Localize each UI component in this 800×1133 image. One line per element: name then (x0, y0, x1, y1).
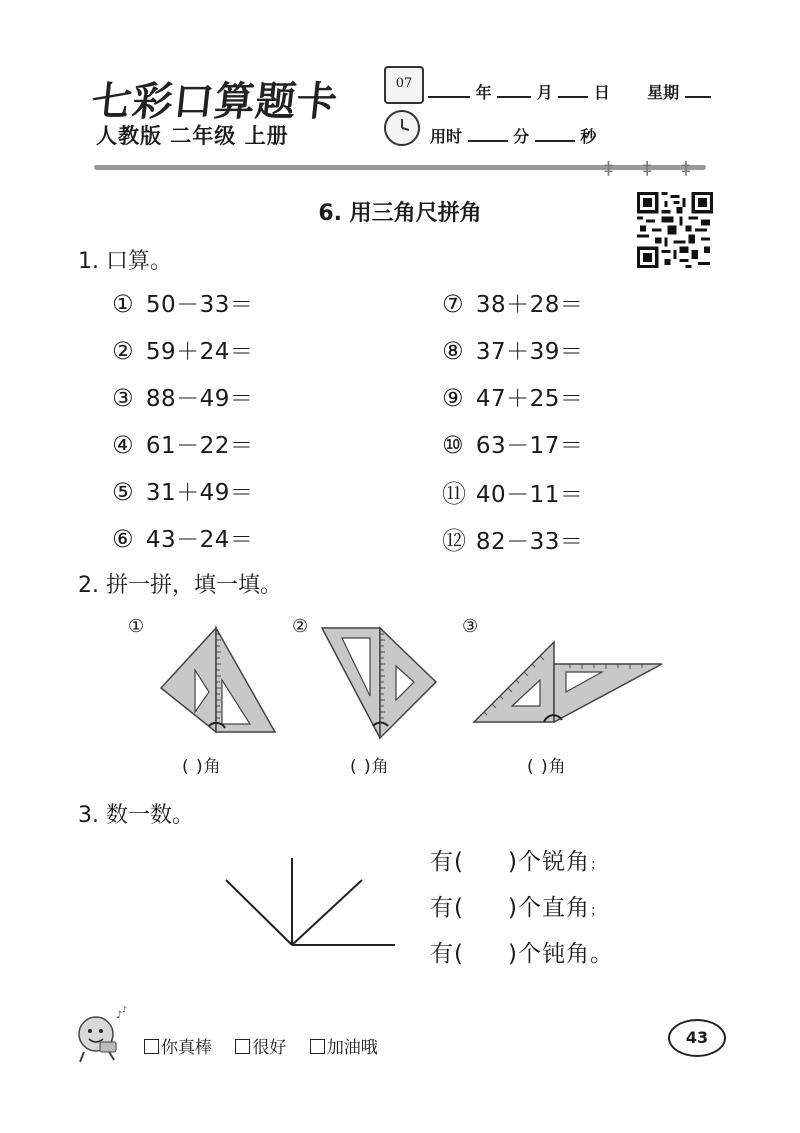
time-fill-line (430, 124, 596, 147)
minute-label: 分 (513, 127, 530, 146)
mascot-icon (70, 1004, 130, 1066)
praise-option-1[interactable]: 你真棒 (144, 1038, 212, 1058)
obtuse-angle-line: 有( )个钝角。 (430, 941, 614, 967)
triangle-figure-2 (318, 620, 448, 740)
lesson-title: 6. 用三角尺拼角 (318, 201, 482, 226)
praise-option-3[interactable]: 加油哦 (310, 1038, 378, 1058)
day-blank[interactable] (558, 82, 588, 98)
day-label: 日 (593, 83, 610, 102)
second-label: 秒 (580, 127, 597, 146)
month-label: 月 (536, 83, 553, 102)
time-used-label: 用时 (430, 127, 463, 146)
svg-text:♪: ♪ (116, 1010, 123, 1021)
problem-10: ⑩ 63－17＝ (442, 431, 584, 459)
edition-subtitle: 人教版 二年级 上册 (96, 124, 289, 148)
weekday-blank[interactable] (685, 82, 711, 98)
clock-icon (384, 110, 420, 146)
problem-7: ⑦ 38＋28＝ (442, 290, 584, 318)
figure1-answer[interactable]: ( )角 (182, 757, 222, 777)
minute-blank[interactable] (468, 126, 508, 142)
section2-heading: 2. 拼一拼，填一填。 (78, 573, 282, 598)
date-fill-line (428, 80, 711, 103)
section3-heading: 3. 数一数。 (78, 803, 194, 828)
brand-logo: 七彩口算题卡 (89, 78, 341, 125)
acute-angle-line: 有( )个锐角； (430, 849, 605, 875)
binding-hooks: ‡ ‡ ‡ (604, 158, 703, 179)
triangle-figure-1 (155, 620, 285, 740)
problem-2: ② 59＋24＝ (112, 337, 254, 365)
problem-12: ⑫ 82－33＝ (442, 527, 584, 555)
problem-3: ③ 88－49＝ (112, 384, 254, 412)
figure2-answer[interactable]: ( )角 (350, 757, 390, 777)
second-blank[interactable] (535, 126, 575, 142)
problem-4: ④ 61－22＝ (112, 431, 254, 459)
problem-8: ⑧ 37＋39＝ (442, 337, 584, 365)
figure2-label: ② (292, 616, 309, 637)
problem-5: ⑤ 31＋49＝ (112, 478, 254, 506)
praise-option-2[interactable]: 很好 (235, 1038, 286, 1058)
calendar-number: 07 (395, 76, 413, 91)
figure3-label: ③ (462, 616, 479, 637)
triangle-figure-3 (470, 630, 670, 730)
problem-1: ① 50－33＝ (112, 290, 254, 318)
problem-11: ⑪ 40－11＝ (442, 480, 584, 508)
month-blank[interactable] (497, 82, 531, 98)
angle-figure (220, 852, 400, 952)
figure1-label: ① (128, 616, 145, 637)
year-blank[interactable] (428, 82, 470, 98)
praise-options (144, 1033, 396, 1058)
year-label: 年 (475, 83, 492, 102)
svg-text:♪: ♪ (122, 1005, 128, 1014)
section1-heading: 1. 口算。 (78, 249, 172, 274)
weekday-label: 星期 (647, 83, 680, 102)
calendar-icon (384, 66, 424, 104)
right-angle-line: 有( )个直角； (430, 895, 605, 921)
page-number: 43 (668, 1019, 726, 1057)
problem-9: ⑨ 47＋25＝ (442, 384, 584, 412)
figure3-answer[interactable]: ( )角 (527, 757, 567, 777)
problem-6: ⑥ 43－24＝ (112, 525, 254, 553)
